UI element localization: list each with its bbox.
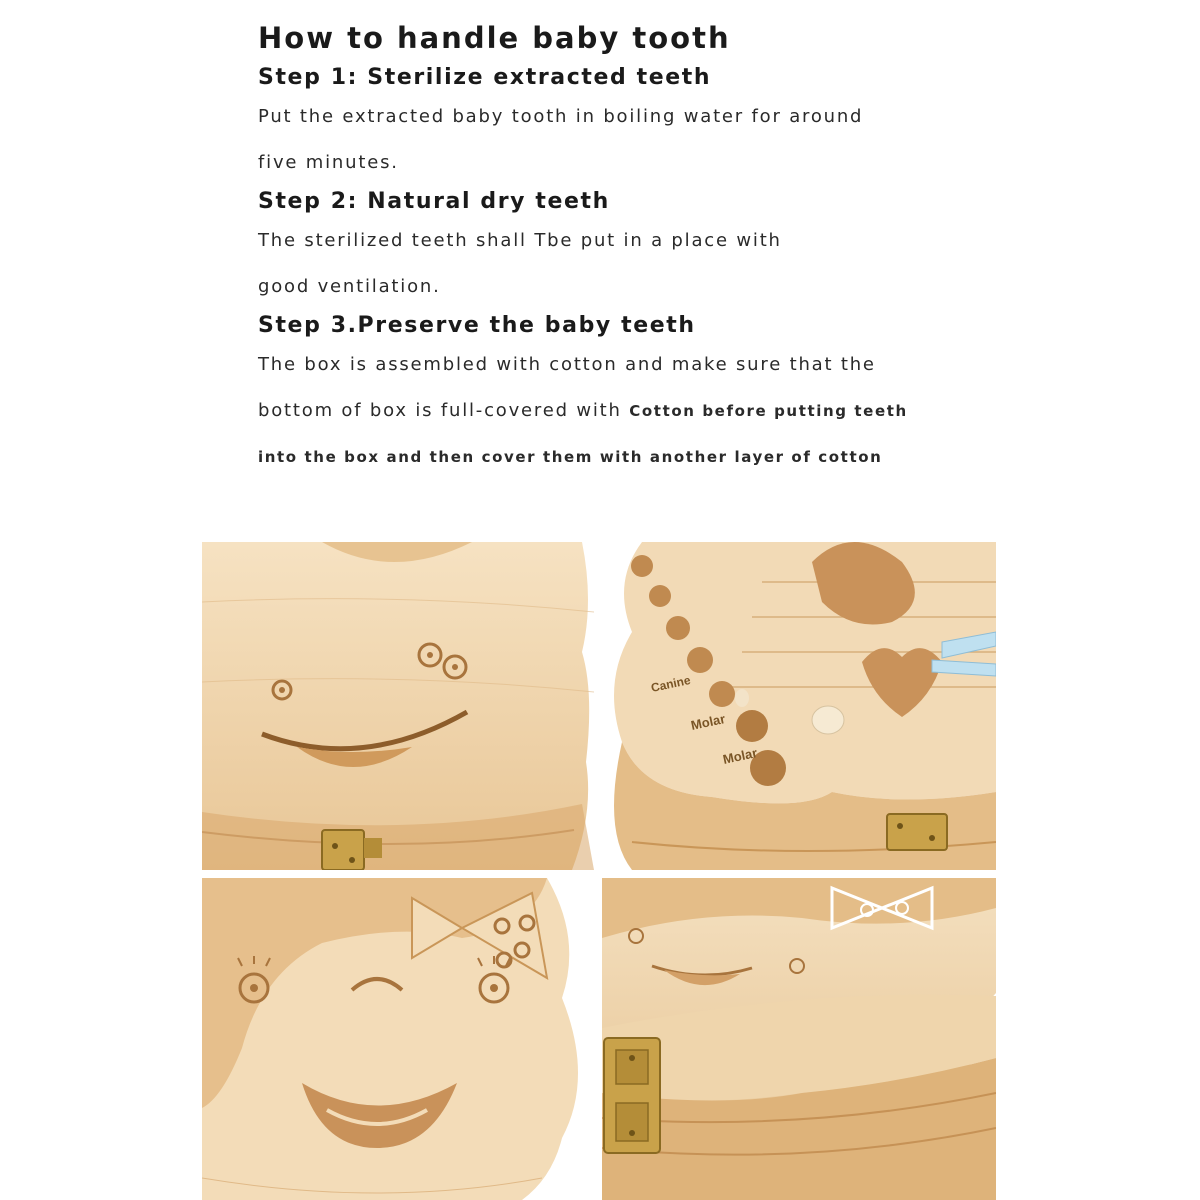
photo-girl-box-face [202,878,594,1200]
label-molar-2: Molar [721,745,759,767]
label-canine: Canine [649,672,692,695]
brass-latch-icon [322,830,364,870]
step-2-line-1: The sterilized teeth shall Tbe put in a place with [258,230,782,251]
brass-latch-icon [887,814,947,850]
photo-girl-box-latch [602,878,996,1200]
step-2-heading: Step 2: Natural dry teeth [258,189,610,214]
page-title: How to handle baby tooth [258,21,731,55]
tooth-icon [812,706,844,734]
step-2-line-2: good ventilation. [258,276,441,297]
step-3-line-2 [258,388,998,434]
step-3-line-3-text: into the box and then cover them with another layer of cotton [258,448,883,466]
girl-face-illustration [202,878,594,1200]
step-3-heading: Step 3.Preserve the baby teeth [258,313,696,338]
wooden-box-illustration [202,542,594,870]
photo-open-box-tooth-slots [602,542,996,870]
open-box-illustration [602,542,996,870]
step-1-line-1: Put the extracted baby tooth in boiling water for around [258,106,864,127]
label-molar-1: Molar [689,711,727,733]
photo-boy-box-closed [202,542,594,870]
tooth-slot [631,555,653,577]
step-3-line-2-main: bottom of box is full-covered with [258,400,622,421]
instructions [258,18,998,480]
step-3-line-1: The box is assembled with cotton and make sure that the [258,354,876,375]
girl-box-side-illustration [602,878,996,1200]
step-1-line-2: five minutes. [258,152,399,173]
step-3-line-2-small: Cotton before putting teeth [629,402,908,420]
step-3-line-3 [258,434,998,480]
step-1-heading: Step 1: Sterilize extracted teeth [258,65,712,90]
